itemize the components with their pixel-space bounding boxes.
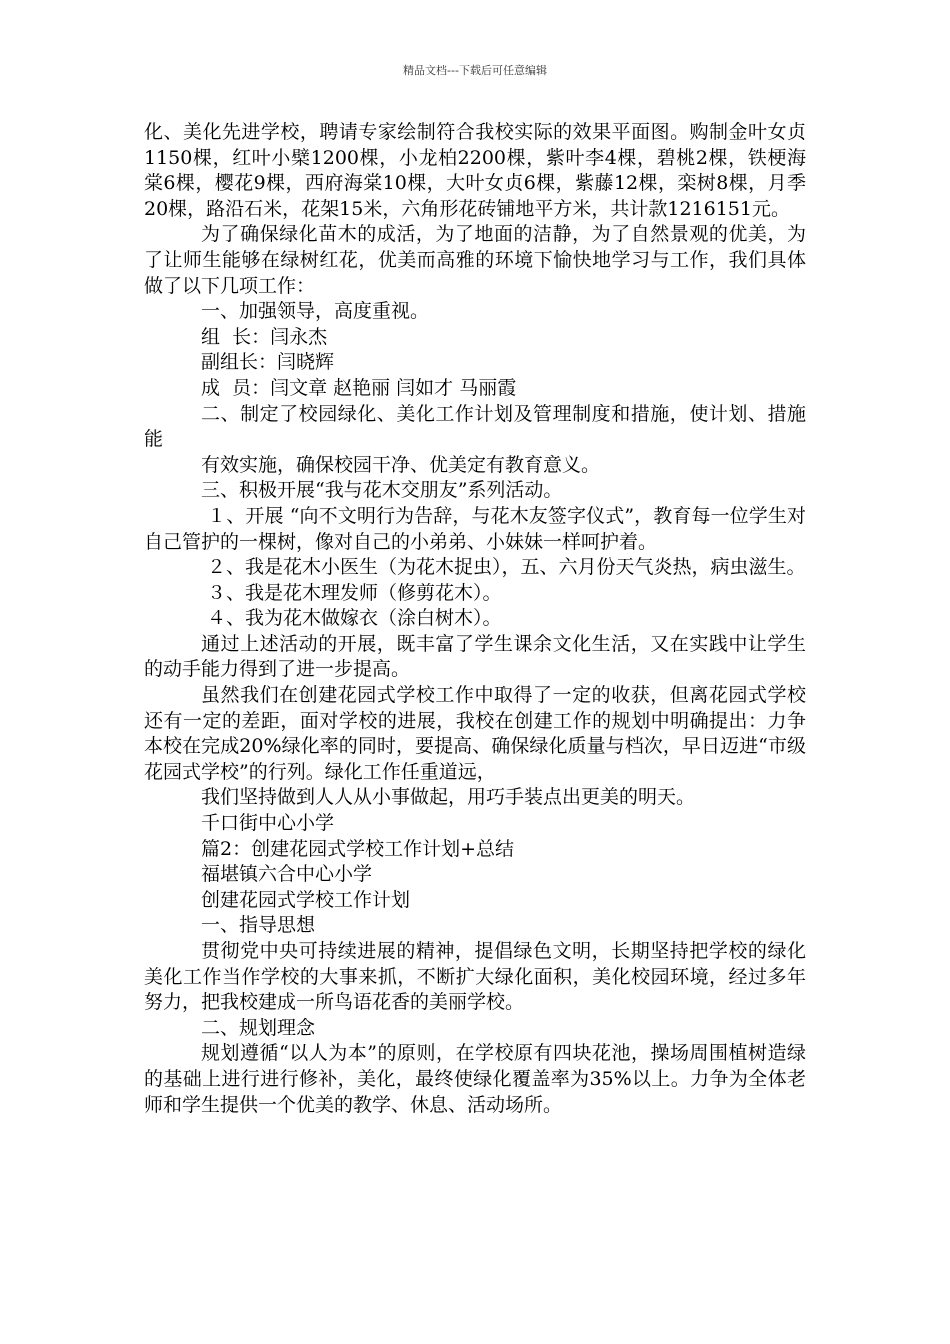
- paragraph: 为了确保绿化苗木的成活，为了地面的洁静，为了自然景观的优美，为了让师生能够在绿树红花，优美而高雅的环境下愉快地学习与工作，我们具体做了以下几项工作：: [144, 223, 806, 297]
- paragraph: 篇2：创建花园式学校工作计划+总结: [201, 837, 515, 860]
- paragraph: 规划遵循“以人为本”的原则，在学校原有四块花池，操场周围植树造绿的基础上进行进行修补，美化，最终使绿化覆盖率为35%以上。力争为全体老师和学生提供一个优美的教学、休息、活动场所。: [144, 1042, 806, 1116]
- paragraph: 创建花园式学校工作计划: [201, 888, 411, 911]
- page-header: 精品文档---下载后可任意编辑: [403, 64, 547, 77]
- paragraph: 贯彻党中央可持续进展的精神，提倡绿色文明，长期坚持把学校的绿化美化工作当作学校的大事来抓，不断扩大绿化面积，美化校园环境，经过多年努力，把我校建成一所鸟语花香的美丽学校。: [144, 940, 806, 1014]
- paragraph: 一、指导思想: [201, 914, 316, 937]
- paragraph: 成 员：闫文章 赵艳丽 闫如才 马丽霞: [201, 376, 517, 399]
- paragraph: 我们坚持做到人人从小事做起，用巧手装点出更美的明天。: [201, 786, 696, 809]
- paragraph: 千口街中心小学: [201, 812, 335, 835]
- paragraph: 二、制定了校园绿化、美化工作计划及管理制度和措施，使计划、措施能: [144, 402, 806, 451]
- paragraph: 福堪镇六合中心小学: [201, 863, 373, 886]
- paragraph: 通过上述活动的开展，既丰富了学生课余文化生活，又在实践中让学生的动手能力得到了进一步提高。: [144, 632, 806, 681]
- paragraph: ４、我为花木做嫁衣（涂白树木）。: [201, 607, 502, 630]
- paragraph: 化、美化先进学校，聘请专家绘制符合我校实际的效果平面图。购制金叶女贞1150棵，红叶小檗1200棵，小龙柏2200棵，紫叶李4棵，碧桃2棵，铁梗海棠6棵，樱花9棵，西府海棠10棵，大叶女贞6棵，紫藤12棵，栾树8棵，月季20棵，路沿石米，花架15米，六角形花砖铺地平方米，共计款1216151元。: [144, 121, 806, 220]
- paragraph: 组 长：闫永杰: [201, 325, 328, 348]
- paragraph: ２、我是花木小医生（为花木捉虫），五、六月份天气炎热，病虫滋生。: [201, 556, 806, 579]
- paragraph: ３、我是花木理发师（修剪花木）。: [201, 581, 502, 604]
- paragraph: 副组长：闫晓辉: [201, 351, 335, 374]
- paragraph: 一、加强领导，高度重视。: [201, 300, 430, 323]
- paragraph: 有效实施，确保校园干净、优美定有教育意义。: [201, 453, 601, 476]
- paragraph: 虽然我们在创建花园式学校工作中取得了一定的收获，但离花园式学校还有一定的差距，面对学校的进展，我校在创建工作的规划中明确提出：力争本校在完成20%绿化率的同时，要提高、确保绿化质量与档次，早日迈进“市级花园式学校”的行列。绿化工作任重道远，: [144, 684, 806, 783]
- paragraph: 三、积极开展“我与花木交朋友”系列活动。: [201, 479, 563, 502]
- paragraph: 二、规划理念: [201, 1016, 316, 1039]
- paragraph: １、开展 “向不文明行为告辞，与花木友签字仪式”，教育每一位学生对自己管护的一棵树，像对自己的小弟弟、小妹妹一样呵护着。: [144, 504, 807, 553]
- document-body: [144, 120, 806, 1118]
